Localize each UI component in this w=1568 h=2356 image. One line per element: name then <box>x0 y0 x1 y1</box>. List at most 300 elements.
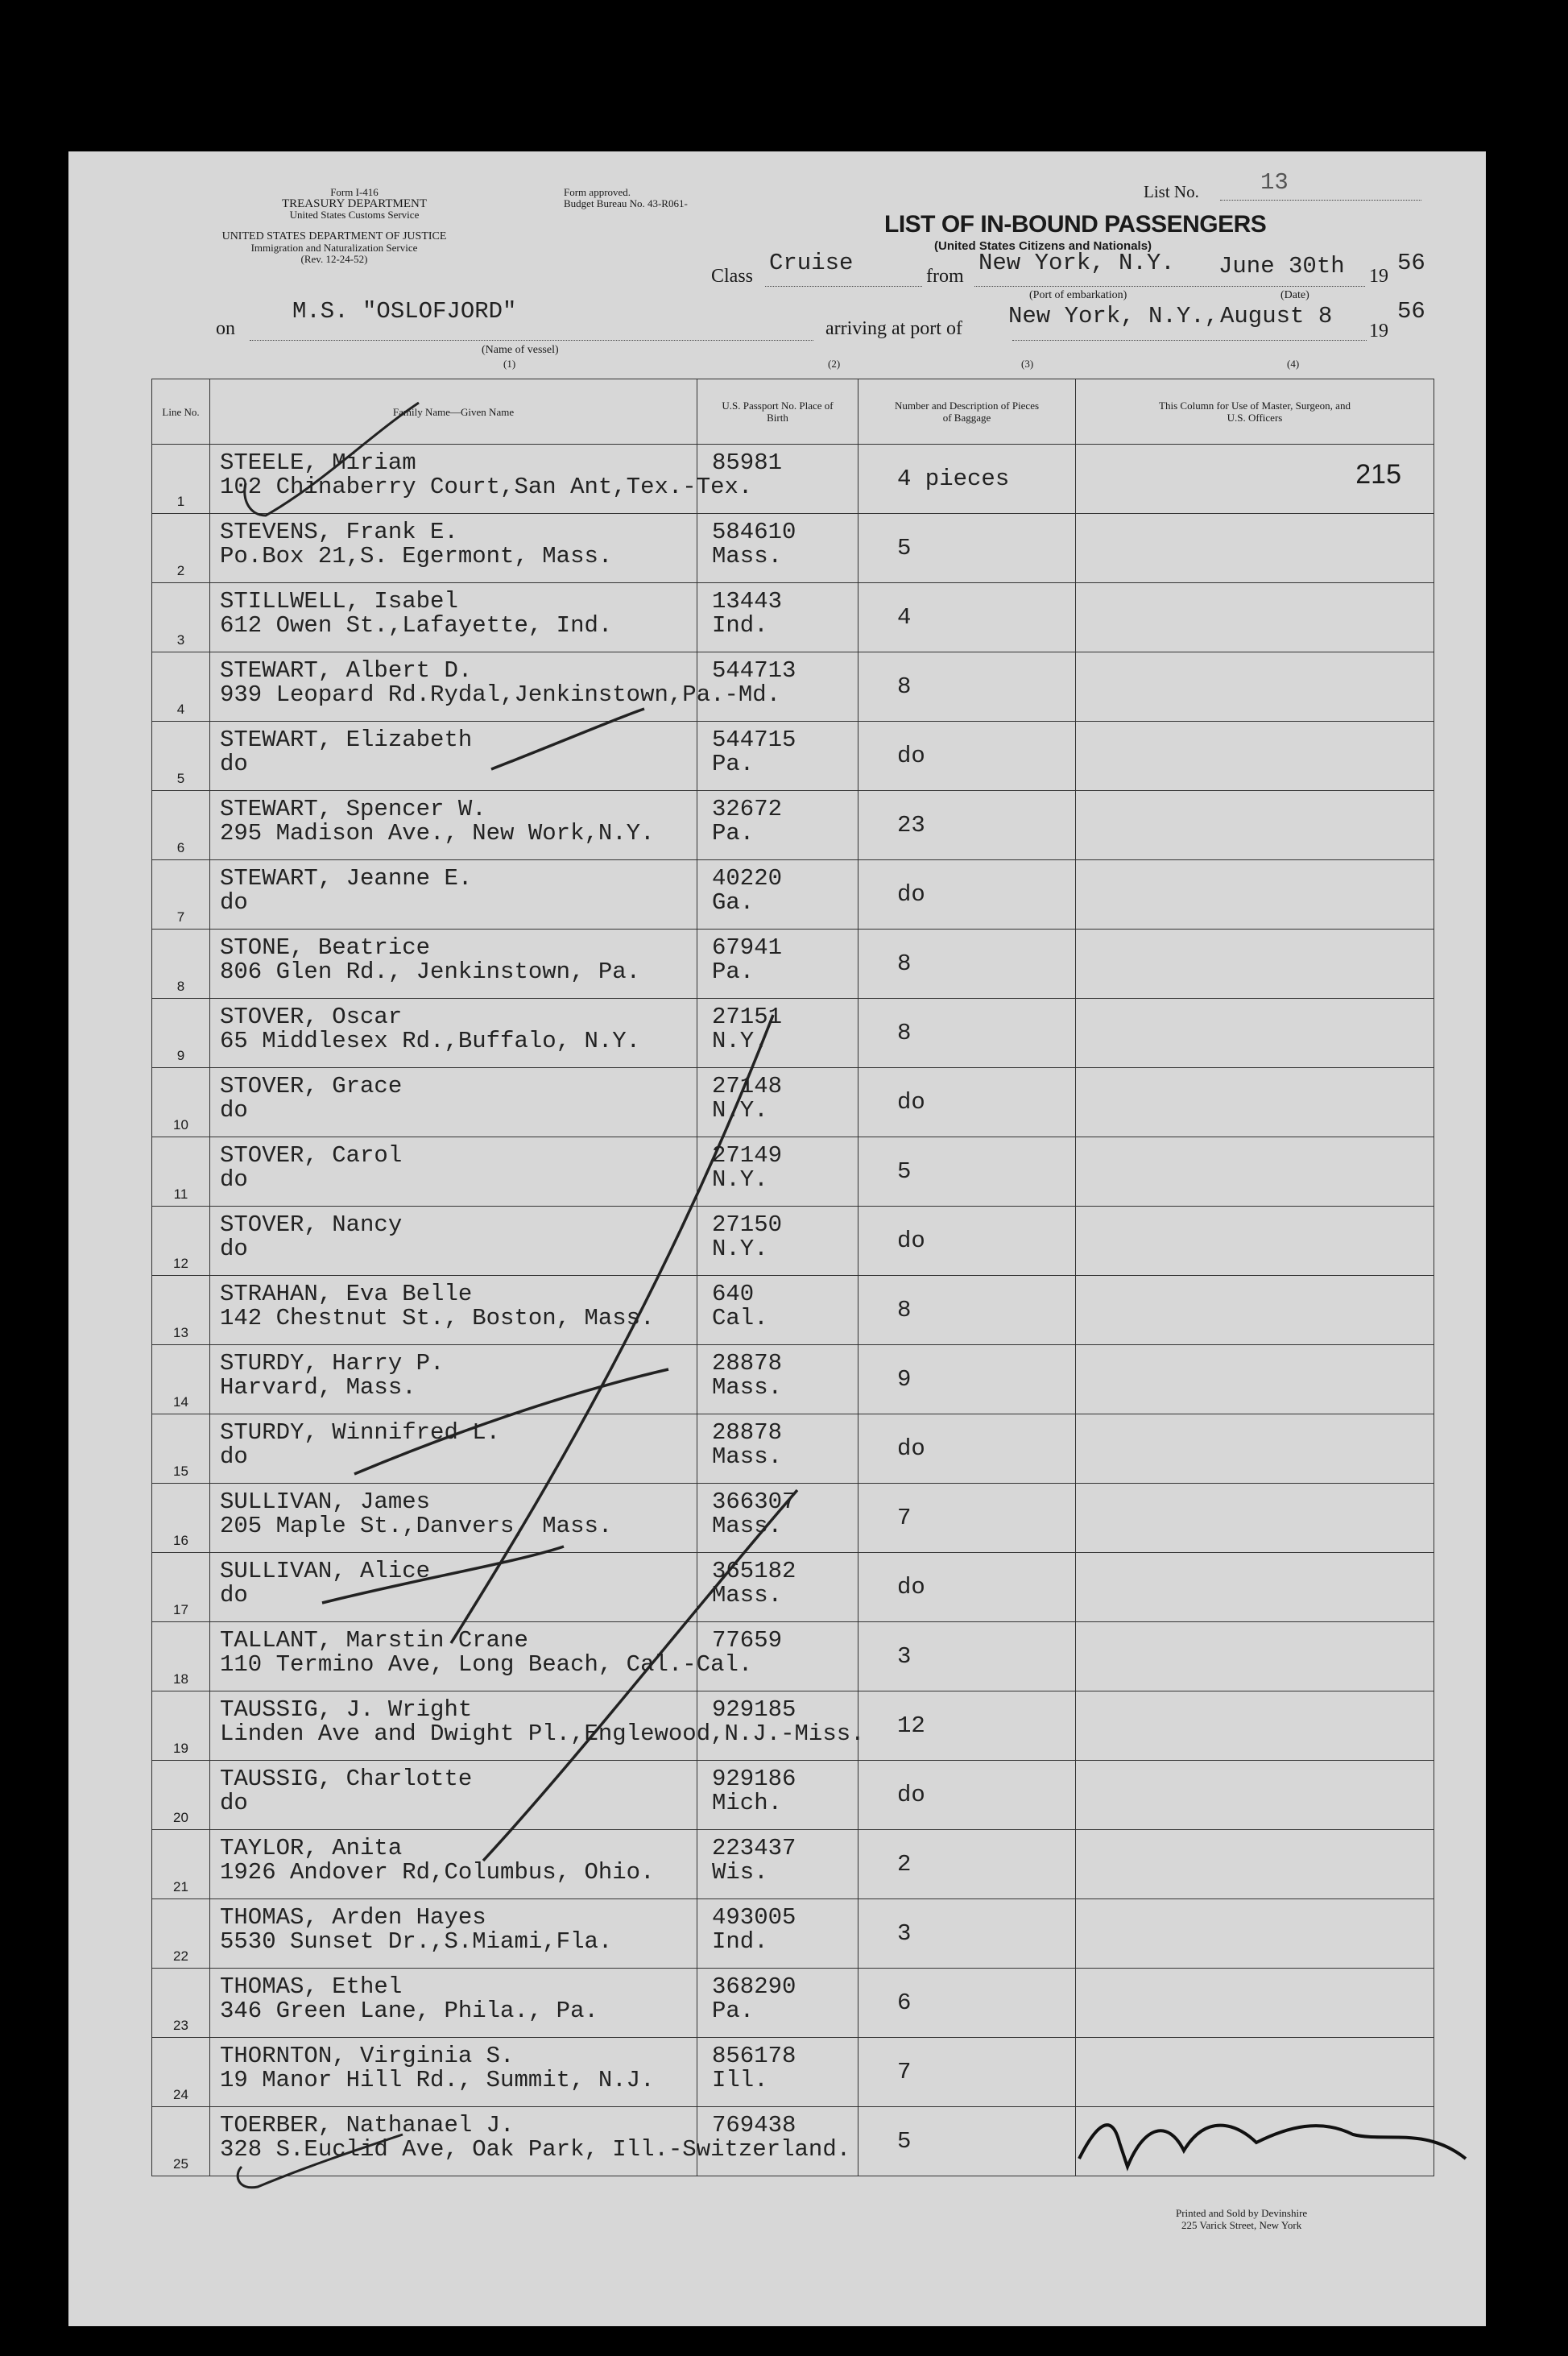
arrival-line-2 <box>1012 340 1367 341</box>
baggage-count: 7 <box>897 1505 912 1531</box>
passport-cell <box>697 1969 858 2038</box>
officers-cell <box>1076 1622 1434 1691</box>
name-cell <box>210 1484 697 1553</box>
officers-cell <box>1076 583 1434 652</box>
baggage-cell <box>858 514 1076 583</box>
table-row <box>152 1276 1434 1345</box>
line-no-cell <box>152 722 210 791</box>
passport-number: 856178 <box>712 2043 796 2069</box>
passenger-name: TOERBER, Nathanael J. <box>220 2112 515 2139</box>
line-no-cell <box>152 2107 210 2176</box>
passenger-name: TAUSSIG, J. Wright <box>220 1696 473 1723</box>
name-cell <box>210 1830 697 1899</box>
passenger-name: TAUSSIG, Charlotte <box>220 1766 473 1792</box>
approval-line: Form approved. <box>564 186 631 198</box>
passport-number: 27148 <box>712 1073 783 1099</box>
baggage-count: 5 <box>897 535 912 561</box>
officers-cell <box>1076 1761 1434 1830</box>
line-no-cell <box>152 1276 210 1345</box>
line-number: 11 <box>173 1186 188 1202</box>
baggage-count: 5 <box>897 1158 912 1185</box>
line-no-cell <box>152 1068 210 1137</box>
date-caption: (Date) <box>1280 289 1309 301</box>
line-no-cell <box>152 2038 210 2107</box>
line-number: 9 <box>176 1048 185 1063</box>
line-no-cell <box>152 514 210 583</box>
passenger-name: STONE, Beatrice <box>220 934 431 961</box>
passport-number: 640 <box>712 1281 755 1307</box>
baggage-count: 8 <box>897 1297 912 1323</box>
from-year-prefix: 19 <box>1369 266 1388 287</box>
passport-cell <box>697 652 858 722</box>
passenger-name: STURDY, Winnifred L. <box>220 1419 501 1446</box>
passenger-name: STOVER, Carol <box>220 1142 403 1169</box>
passenger-address: 142 Chestnut St., Boston, Mass. <box>220 1305 655 1331</box>
baggage-cell <box>858 1691 1076 1761</box>
passenger-name: STOVER, Nancy <box>220 1211 403 1238</box>
baggage-cell <box>858 860 1076 930</box>
officers-cell <box>1076 1969 1434 2038</box>
baggage-count: 9 <box>897 1366 912 1393</box>
passport-number: 13443 <box>712 588 783 615</box>
passport-cell <box>697 1484 858 1553</box>
name-cell <box>210 791 697 860</box>
baggage-count: 8 <box>897 673 912 700</box>
line-no-cell <box>152 1899 210 1969</box>
passport-number: 67941 <box>712 934 783 961</box>
budget-bureau-line: Budget Bureau No. 43-R061- <box>564 197 688 209</box>
line-no-cell <box>152 930 210 999</box>
arrival-year: 56 <box>1397 298 1425 325</box>
passport-cell <box>697 722 858 791</box>
passport-number: 929186 <box>712 1766 796 1792</box>
table-row <box>152 583 1434 652</box>
col-number-2: (2) <box>828 358 841 370</box>
department-name: TREASURY DEPARTMENT <box>281 197 428 210</box>
officers-cell <box>1076 1345 1434 1414</box>
vessel-caption: (Name of vessel) <box>482 344 559 356</box>
table-row <box>152 1691 1434 1761</box>
baggage-cell <box>858 1553 1076 1622</box>
line-no-cell <box>152 1830 210 1899</box>
passport-number: 584610 <box>712 519 796 545</box>
passenger-address: Harvard, Mass. <box>220 1374 416 1401</box>
line-number: 24 <box>173 2087 188 2102</box>
table-row <box>152 1137 1434 1207</box>
passport-cell <box>697 1414 858 1484</box>
line-number: 12 <box>173 1256 188 1271</box>
line-number: 16 <box>173 1533 188 1548</box>
passenger-name: SULLIVAN, Alice <box>220 1558 431 1584</box>
arrival-date: August 8 <box>1220 303 1333 329</box>
passenger-name: STOVER, Oscar <box>220 1004 403 1030</box>
passport-cell <box>697 1691 858 1761</box>
passenger-address: do <box>220 1166 248 1193</box>
arriving-label: arriving at port of <box>825 318 962 339</box>
place-of-birth: Pa. <box>712 1998 755 2024</box>
line-no-cell <box>152 1691 210 1761</box>
passenger-address: 612 Owen St.,Lafayette, Ind. <box>220 612 613 639</box>
place-of-birth: Mass. <box>712 1513 783 1539</box>
passport-number: 77659 <box>712 1627 783 1654</box>
col-number-3: (3) <box>1021 358 1034 370</box>
passport-cell <box>697 2038 858 2107</box>
table-row <box>152 1414 1434 1484</box>
passport-cell <box>697 860 858 930</box>
line-no-cell <box>152 583 210 652</box>
line-no-cell <box>152 1137 210 1207</box>
line-number: 18 <box>173 1671 188 1687</box>
form-id-block <box>278 187 431 221</box>
place-of-birth: N.Y. <box>712 1097 768 1124</box>
printer-line-2: 225 Varick Street, New York <box>1181 2219 1302 2231</box>
name-cell <box>210 930 697 999</box>
baggage-count: do <box>897 743 925 769</box>
passenger-address: 328 S.Euclid Ave, Oak Park, Ill.-Switzerland. <box>220 2136 851 2163</box>
table-header-row <box>152 379 1434 445</box>
table-row <box>152 999 1434 1068</box>
passenger-address: 65 Middlesex Rd.,Buffalo, N.Y. <box>220 1028 641 1054</box>
baggage-cell <box>858 1622 1076 1691</box>
header-line-no: Line No. <box>152 379 210 445</box>
name-cell <box>210 2038 697 2107</box>
table-row <box>152 1207 1434 1276</box>
passport-number: 366307 <box>712 1489 796 1515</box>
passport-number: 365182 <box>712 1558 796 1584</box>
service-name: United States Customs Service <box>289 209 420 221</box>
passenger-name: THORNTON, Virginia S. <box>220 2043 515 2069</box>
officers-cell <box>1076 999 1434 1068</box>
line-number: 13 <box>173 1325 188 1340</box>
officers-cell <box>1076 445 1434 514</box>
line-number: 23 <box>173 2018 188 2033</box>
passport-cell <box>697 1622 858 1691</box>
baggage-count: do <box>897 881 925 908</box>
passenger-address: do <box>220 1236 248 1262</box>
table-row <box>152 930 1434 999</box>
passport-cell <box>697 1761 858 1830</box>
line-number: 25 <box>173 2156 188 2172</box>
passport-number: 544713 <box>712 657 796 684</box>
table-row <box>152 445 1434 514</box>
passport-cell <box>697 930 858 999</box>
place-of-birth: Mass. <box>712 1374 783 1401</box>
passenger-name: TAYLOR, Anita <box>220 1835 403 1861</box>
line-number: 21 <box>173 1879 188 1894</box>
table-row <box>152 1830 1434 1899</box>
table-row <box>152 652 1434 722</box>
page-subtitle: (United States Citizens and Nationals) <box>934 239 1152 253</box>
table-row <box>152 1484 1434 1553</box>
approval-block <box>564 187 688 209</box>
line-no-cell <box>152 1345 210 1414</box>
line-number: 17 <box>173 1602 188 1617</box>
name-cell <box>210 1276 697 1345</box>
line-no-cell <box>152 1207 210 1276</box>
passport-cell <box>697 1345 858 1414</box>
place-of-birth: Pa. <box>712 751 755 777</box>
printer-line-1: Printed and Sold by Devinshire <box>1176 2207 1308 2219</box>
passport-cell <box>697 2107 858 2176</box>
line-number: 6 <box>176 840 185 855</box>
form-number: Form I-416 <box>330 186 379 198</box>
baggage-cell <box>858 722 1076 791</box>
line-no-cell <box>152 1484 210 1553</box>
passenger-address: Linden Ave and Dwight Pl.,Englewood,N.J.-Miss. <box>220 1720 865 1747</box>
passport-number: 223437 <box>712 1835 796 1861</box>
revision: (Rev. 12-24-52) <box>300 253 368 265</box>
table-row <box>152 1553 1434 1622</box>
vessel-line <box>250 340 813 341</box>
arrival-port: New York, N.Y., <box>1008 303 1219 329</box>
passport-number: 85981 <box>712 449 783 476</box>
baggage-cell <box>858 1068 1076 1137</box>
vessel-name: M.S. "OSLOFJORD" <box>292 298 517 325</box>
baggage-cell <box>858 1345 1076 1414</box>
line-number: 15 <box>173 1464 188 1479</box>
officers-cell <box>1076 1899 1434 1969</box>
table-row <box>152 514 1434 583</box>
header-officers: This Column for Use of Master, Surgeon, and U.S. Officers <box>1076 379 1434 445</box>
line-no-cell <box>152 1553 210 1622</box>
list-no-line <box>1220 200 1421 201</box>
passenger-address: 102 Chinaberry Court,San Ant,Tex.-Tex. <box>220 474 753 500</box>
passenger-address: do <box>220 1790 248 1816</box>
place-of-birth: Pa. <box>712 820 755 847</box>
passenger-name: STEWART, Spencer W. <box>220 796 486 822</box>
baggage-count: 8 <box>897 950 912 977</box>
baggage-cell <box>858 999 1076 1068</box>
table-row <box>152 2038 1434 2107</box>
table-row <box>152 1068 1434 1137</box>
passenger-address: 1926 Andover Rd,Columbus, Ohio. <box>220 1859 655 1886</box>
line-no-cell <box>152 1761 210 1830</box>
printer-imprint <box>1176 2207 1307 2231</box>
passenger-address: 110 Termino Ave, Long Beach, Cal.-Cal. <box>220 1651 753 1678</box>
passport-cell <box>697 1068 858 1137</box>
from-port: New York, N.Y. <box>978 250 1175 276</box>
baggage-count: do <box>897 1574 925 1600</box>
name-cell <box>210 860 697 930</box>
name-cell <box>210 1137 697 1207</box>
officers-cell <box>1076 1691 1434 1761</box>
passport-cell <box>697 791 858 860</box>
page-title: LIST OF IN-BOUND PASSENGERS <box>884 211 1267 238</box>
place-of-birth: Mich. <box>712 1790 783 1816</box>
officers-cell <box>1076 1137 1434 1207</box>
baggage-count: 3 <box>897 1643 912 1670</box>
officers-cell <box>1076 2038 1434 2107</box>
table-row <box>152 791 1434 860</box>
passport-number: 28878 <box>712 1350 783 1377</box>
passport-cell <box>697 1207 858 1276</box>
justice-dept: UNITED STATES DEPARTMENT OF JUSTICE <box>221 230 447 242</box>
officers-cell <box>1076 2107 1434 2176</box>
line-number: 5 <box>176 771 185 786</box>
baggage-count: 4 pieces <box>897 466 1010 492</box>
passport-number: 28878 <box>712 1419 783 1446</box>
name-cell <box>210 1207 697 1276</box>
passenger-name: STEWART, Albert D. <box>220 657 473 684</box>
baggage-count: 5 <box>897 2128 912 2155</box>
col-number-4: (4) <box>1287 358 1300 370</box>
passenger-name: TALLANT, Marstin Crane <box>220 1627 528 1654</box>
passenger-address: 295 Madison Ave., New Work,N.Y. <box>220 820 655 847</box>
passenger-address: 346 Green Lane, Phila., Pa. <box>220 1998 598 2024</box>
passport-number: 32672 <box>712 796 783 822</box>
passport-cell <box>697 1830 858 1899</box>
table-row <box>152 1622 1434 1691</box>
from-label: from <box>926 266 964 287</box>
table-row <box>152 1345 1434 1414</box>
baggage-count: do <box>897 1228 925 1254</box>
line-number: 22 <box>173 1948 188 1964</box>
baggage-cell <box>858 1830 1076 1899</box>
baggage-count: 8 <box>897 1020 912 1046</box>
ins-name: Immigration and Naturalization Service <box>250 242 418 254</box>
passport-number: 544715 <box>712 727 796 753</box>
line-number: 14 <box>173 1394 188 1410</box>
arrival-year-prefix: 19 <box>1369 321 1388 342</box>
passport-cell <box>697 514 858 583</box>
place-of-birth: N.Y. <box>712 1028 768 1054</box>
place-of-birth: Ind. <box>712 612 768 639</box>
baggage-cell <box>858 445 1076 514</box>
place-of-birth: Pa. <box>712 959 755 985</box>
name-cell <box>210 1553 697 1622</box>
baggage-count: 7 <box>897 2059 912 2085</box>
baggage-count: 12 <box>897 1712 925 1739</box>
line-no-cell <box>152 445 210 514</box>
baggage-count: do <box>897 1089 925 1116</box>
name-cell <box>210 1969 697 2038</box>
officers-cell <box>1076 860 1434 930</box>
place-of-birth: Mass. <box>712 1582 783 1609</box>
line-no-cell <box>152 791 210 860</box>
passport-cell <box>697 1137 858 1207</box>
list-no-value: 13 <box>1260 169 1289 196</box>
passenger-address: do <box>220 1443 248 1470</box>
name-cell <box>210 1414 697 1484</box>
passenger-address: 205 Maple St.,Danvers, Mass. <box>220 1513 613 1539</box>
passenger-address: 5530 Sunset Dr.,S.Miami,Fla. <box>220 1928 613 1955</box>
passport-number: 493005 <box>712 1904 796 1931</box>
place-of-birth: Cal. <box>712 1305 768 1331</box>
passport-number: 40220 <box>712 865 783 892</box>
place-of-birth: N.Y. <box>712 1166 768 1193</box>
passport-number: 929185 <box>712 1696 796 1723</box>
officer-note: 215 <box>1355 459 1401 490</box>
place-of-birth: Wis. <box>712 1859 768 1886</box>
baggage-cell <box>858 2038 1076 2107</box>
baggage-count: 23 <box>897 812 925 838</box>
passport-cell <box>697 1553 858 1622</box>
passenger-address: 939 Leopard Rd.Rydal,Jenkinstown,Pa.-Md. <box>220 681 781 708</box>
passport-cell <box>697 999 858 1068</box>
passenger-name: STEWART, Jeanne E. <box>220 865 473 892</box>
passenger-name: THOMAS, Arden Hayes <box>220 1904 486 1931</box>
passport-cell <box>697 445 858 514</box>
passenger-address: 19 Manor Hill Rd., Summit, N.J. <box>220 2067 655 2093</box>
passenger-name: STILLWELL, Isabel <box>220 588 458 615</box>
baggage-cell <box>858 652 1076 722</box>
line-number: 1 <box>176 494 185 509</box>
officers-cell <box>1076 652 1434 722</box>
table-row <box>152 860 1434 930</box>
line-number: 2 <box>176 563 185 578</box>
baggage-cell <box>858 2107 1076 2176</box>
list-no-label: List No. <box>1144 182 1199 201</box>
passenger-address: do <box>220 889 248 916</box>
passenger-name: STEWART, Elizabeth <box>220 727 473 753</box>
justice-block <box>213 231 455 265</box>
col-number-1: (1) <box>503 358 516 370</box>
officers-cell <box>1076 722 1434 791</box>
baggage-count: 3 <box>897 1920 912 1947</box>
baggage-cell <box>858 1899 1076 1969</box>
passport-number: 368290 <box>712 1973 796 2000</box>
line-number: 3 <box>176 632 185 648</box>
name-cell <box>210 1899 697 1969</box>
name-cell <box>210 1068 697 1137</box>
baggage-count: do <box>897 1782 925 1808</box>
place-of-birth: Ill. <box>712 2067 768 2093</box>
line-number: 10 <box>173 1117 188 1132</box>
baggage-count: 4 <box>897 604 912 631</box>
line-number: 7 <box>176 909 185 925</box>
passenger-name: STEVENS, Frank E. <box>220 519 458 545</box>
baggage-cell <box>858 1276 1076 1345</box>
header-passport: U.S. Passport No. Place of Birth <box>697 379 858 445</box>
officers-cell <box>1076 930 1434 999</box>
baggage-count: do <box>897 1435 925 1462</box>
passenger-address: do <box>220 751 248 777</box>
class-value: Cruise <box>769 250 854 276</box>
passenger-address: 806 Glen Rd., Jenkinstown, Pa. <box>220 959 641 985</box>
line-number: 4 <box>176 702 185 717</box>
place-of-birth: Ga. <box>712 889 755 916</box>
header-name: Family Name—Given Name <box>210 379 697 445</box>
name-cell <box>210 999 697 1068</box>
class-label: Class <box>711 266 754 287</box>
passenger-name: THOMAS, Ethel <box>220 1973 403 2000</box>
line-no-cell <box>152 999 210 1068</box>
on-label: on <box>216 318 235 339</box>
passenger-name: STRAHAN, Eva Belle <box>220 1281 473 1307</box>
name-cell <box>210 1345 697 1414</box>
officers-cell <box>1076 1414 1434 1484</box>
officers-cell <box>1076 514 1434 583</box>
place-of-birth: N.Y. <box>712 1236 768 1262</box>
baggage-cell <box>858 1207 1076 1276</box>
table-row <box>152 1899 1434 1969</box>
passenger-name: STEELE, Miriam <box>220 449 416 476</box>
name-cell <box>210 514 697 583</box>
passport-cell <box>697 1899 858 1969</box>
class-line <box>765 286 922 287</box>
passenger-table <box>151 379 1434 2176</box>
line-no-cell <box>152 652 210 722</box>
passport-number: 27151 <box>712 1004 783 1030</box>
passport-number: 769438 <box>712 2112 796 2139</box>
baggage-cell <box>858 1484 1076 1553</box>
line-no-cell <box>152 1969 210 2038</box>
name-cell <box>210 722 697 791</box>
officers-cell <box>1076 1276 1434 1345</box>
officers-cell <box>1076 791 1434 860</box>
line-no-cell <box>152 1414 210 1484</box>
line-no-cell <box>152 1622 210 1691</box>
